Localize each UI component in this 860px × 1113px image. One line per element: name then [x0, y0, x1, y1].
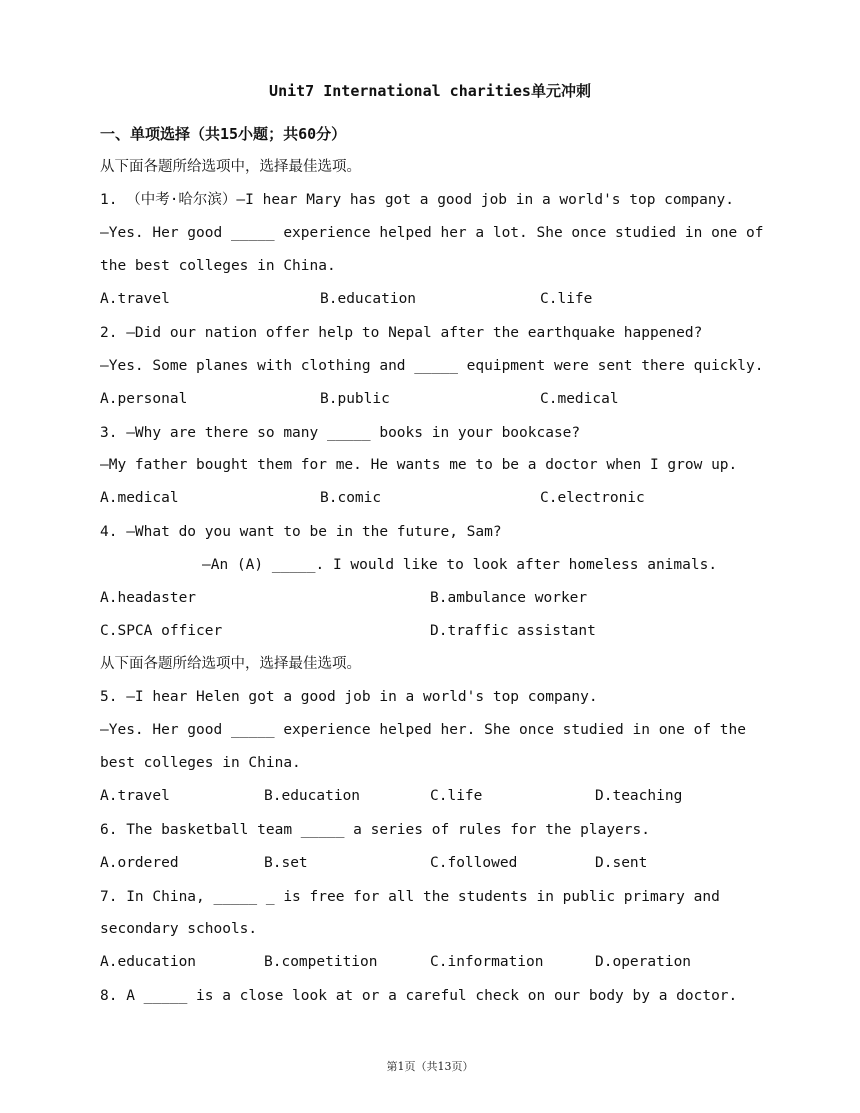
question-2-line-2: —Yes. Some planes with clothing and _____ equipment were sent there quickly. [100, 358, 764, 374]
question-4-option-a: A.headaster [100, 590, 197, 606]
question-1-option-c: C.life [540, 291, 593, 307]
question-5-line-2: —Yes. Her good _____ experience helped her. She once studied in one of the [100, 722, 747, 738]
question-7-option-a: A.education [100, 954, 197, 970]
question-6-line-1: 6. The basketball team _____ a series of rules for the players. [100, 822, 650, 838]
question-7-line-2: secondary schools. [100, 921, 258, 937]
question-2-option-c: C.medical [540, 391, 619, 407]
question-5-option-a: A.travel [100, 788, 170, 804]
question-5-line-1: 5. —I hear Helen got a good job in a world's top company. [100, 689, 598, 705]
instruction-text: 从下面各题所给选项中，选择最佳选项。 [100, 656, 361, 672]
question-3-line-2: —My father bought them for me. He wants me to be a doctor when I grow up. [100, 457, 738, 473]
section-heading: 一、单项选择（共15小题；共60分） [100, 125, 347, 143]
question-3-option-b: B.comic [320, 490, 382, 506]
question-1-line-2: —Yes. Her good _____ experience helped her a lot. She once studied in one of [100, 225, 764, 241]
question-2-option-a: A.personal [100, 391, 188, 407]
question-5-option-b: B.education [264, 788, 361, 804]
question-6-option-d: D.sent [595, 855, 648, 871]
question-5-option-c: C.life [430, 788, 483, 804]
question-4-line-1: 4. —What do you want to be in the future, Sam? [100, 524, 502, 540]
question-2-option-b: B.public [320, 391, 390, 407]
question-1-option-a: A.travel [100, 291, 170, 307]
question-7-option-c: C.information [430, 954, 544, 970]
question-3-option-c: C.electronic [540, 490, 645, 506]
instruction-text: 从下面各题所给选项中，选择最佳选项。 [100, 159, 361, 175]
question-4-option-c: C.SPCA officer [100, 623, 223, 639]
question-1-line-1: 1. （中考·哈尔滨）—I hear Mary has got a good job in a world's top company. [100, 192, 735, 208]
question-6-option-c: C.followed [430, 855, 518, 871]
question-4-option-b: B.ambulance worker [430, 590, 588, 606]
question-6-option-b: B.set [264, 855, 308, 871]
question-5-option-d: D.teaching [595, 788, 683, 804]
question-7-line-1: 7. In China, _____ _ is free for all the students in public primary and [100, 889, 720, 905]
question-2-line-1: 2. —Did our nation offer help to Nepal after the earthquake happened? [100, 325, 703, 341]
question-7-option-d: D.operation [595, 954, 692, 970]
document-title: Unit7 International charities单元冲刺 [269, 82, 591, 100]
question-7-option-b: B.competition [264, 954, 378, 970]
question-8-line-1: 8. A _____ is a close look at or a careful check on our body by a doctor. [100, 988, 738, 1004]
question-1-option-b: B.education [320, 291, 417, 307]
question-3-line-1: 3. —Why are there so many _____ books in your bookcase? [100, 425, 581, 441]
question-4-line-2: —An (A) _____. I would like to look after homeless animals. [202, 557, 718, 573]
question-1-line-3: the best colleges in China. [100, 258, 336, 274]
question-6-option-a: A.ordered [100, 855, 179, 871]
question-5-line-3: best colleges in China. [100, 755, 301, 771]
question-3-option-a: A.medical [100, 490, 179, 506]
question-4-option-d: D.traffic assistant [430, 623, 596, 639]
page-footer: 第1页（共13页） [386, 1060, 474, 1073]
